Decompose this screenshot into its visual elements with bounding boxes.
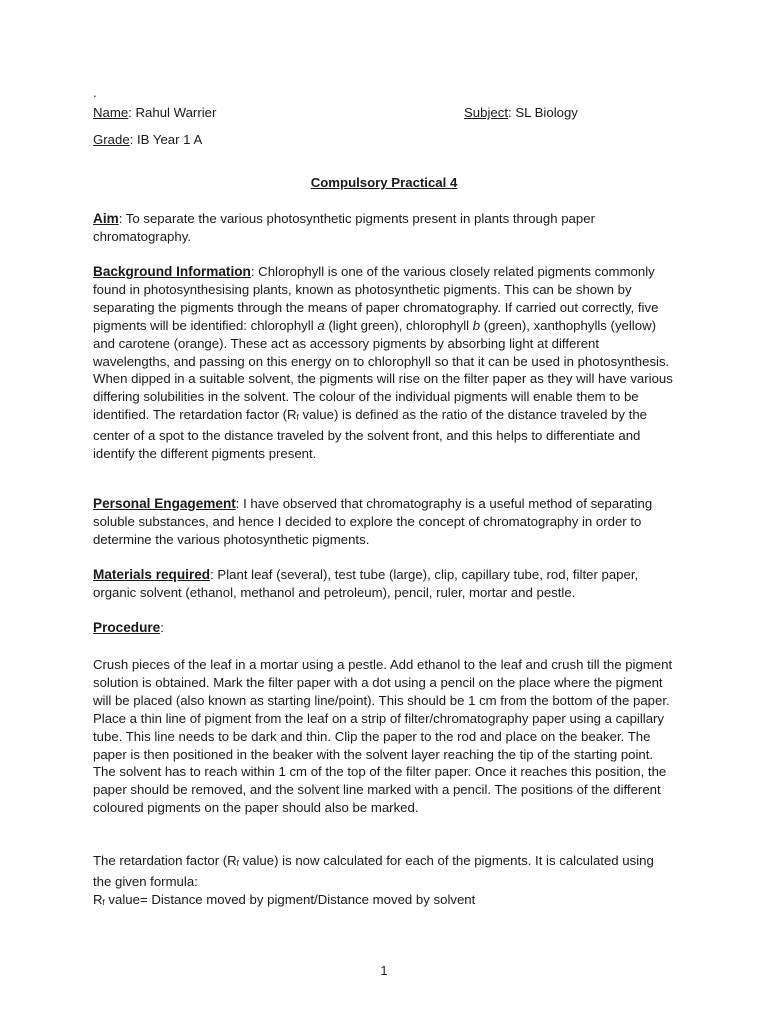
aim-heading: Aim [93,211,119,226]
formula-r: R [93,891,103,907]
materials-paragraph [93,566,675,602]
subject-line [464,104,578,122]
stray-dot: . [93,85,97,100]
background-text-2: (light green), chlorophyll [324,317,473,333]
name-value: : Rahul Warrier [128,105,217,120]
background-heading: Background Information [93,264,251,279]
page-number: 1 [380,964,388,978]
formula-text: value= Distance moved by pigment/Distance moved by solvent [104,891,476,907]
formula-sub: f [102,897,105,907]
aim-text: : To separate the various photosynthetic pigments present in plants through paper chromatography. [93,211,595,244]
background-sub-f: f [296,413,299,423]
materials-text: : Plant leaf (several), test tube (large), clip, capillary tube, rod, filter paper, organic solvent (ethanol, methanol and petroleum), pencil, ruler, mortar and pestle. [93,567,639,600]
aim-paragraph [93,210,675,246]
grade-label: Grade [93,132,130,147]
name-line [93,104,673,122]
subject-value: : SL Biology [508,105,578,120]
engagement-text: : I have observed that chromatography is a useful method of separating soluble substances, and hence I decided to explore the concept of chromatography in order to determine the various photosynthetic pigments. [93,496,653,547]
subject-label: Subject [464,105,508,120]
procedure-colon: : [160,620,164,635]
procedure-heading: Procedure [93,620,161,635]
background-text-3: (green), xanthophylls (yellow) and carotene (orange). These act as accessory pigments by absorbing light at different wavelengths, and passing on this energy on to chlorophyll so that it can be used in photosynthesis. When dipped in a suitable solvent, the pigments will rise on the filter paper as they will have various differing solubilities in the solvent. The colour of the individual pigments will enable them to be identified. The retardation factor (R [93,317,673,423]
background-text-4: value) is defined as the ratio of the distance traveled by the center of a spot to the distance traveled by the solvent front, and this helps to differentiate and identify the different pigments present. [93,407,647,462]
rf-sub: f [236,859,239,868]
grade-line [93,131,673,149]
rf-paragraph [93,852,675,912]
document-title: Compulsory Practical 4 [310,175,458,190]
rf-text-1: The retardation factor (R [93,853,237,868]
rf-text-2: value) is now calculated for each of the pigments. It is calculated using the given formula: [93,853,654,889]
procedure-paragraph: Crush pieces of the leaf in a mortar using a pestle. Add ethanol to the leaf and crush till the pigment solution is obtained. Mark the filter paper with a dot using a pencil on the place where the pigment will be placed (also known as starting line/point). This should be 1 cm from the bottom of the paper. Place a thin line of pigment from the leaf on a strip of filter/chromatography paper using a capillary tube. This line needs to be dark and thin. Clip the paper to the rod and place on the beaker. The paper is then positioned in the beaker with the solvent layer reaching the tip of the starting point. The solvent has to reach within 1 cm of the top of the filter paper. Once it reaches this position, the paper should be removed, and the solvent line marked with a pencil. The positions of the different coloured pigments on the paper should also be marked. [93,657,673,816]
materials-heading: Materials required [93,567,211,582]
background-text-1: : Chlorophyll is one of the various closely related pigments commonly found in photosynthesising plants, known as photosynthetic pigments. This can be shown by separating the pigments through the means of paper chromatography. If carried out correctly, five pigments will be identified: chlorophyll [93,264,659,333]
engagement-paragraph [93,495,675,549]
background-paragraph [93,263,675,463]
engagement-heading: Personal Engagement [93,496,236,511]
background-italic-b: b [472,317,481,333]
grade-value: : IB Year 1 A [129,132,203,147]
procedure-heading-line [93,619,675,637]
name-label: Name [93,105,129,120]
background-italic-a: a [317,317,325,333]
